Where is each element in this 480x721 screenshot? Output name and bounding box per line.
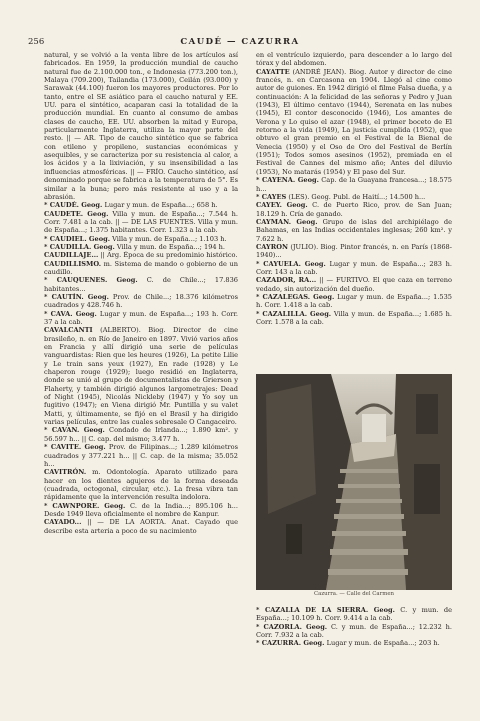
entry — [256, 243, 452, 260]
entry — [256, 260, 452, 277]
entry-text: Lugar y mun. de España...; 193 h. Corr. 37 a la cab. — [44, 309, 238, 326]
entry — [256, 201, 452, 218]
entry-text: Lugar y mun. de España...; 658 h. — [104, 201, 218, 210]
entry — [44, 243, 238, 251]
entry-text: Villa y mun. de España...; 1.103 h. — [112, 234, 227, 243]
entry — [44, 210, 238, 235]
entry — [256, 293, 452, 310]
entry-text: (LES). Geog. Publ. de Haití...; 14.500 h... — [288, 192, 426, 201]
entry-headword: CAYADO... — [44, 518, 82, 527]
entry-headword: CAVALCANTI — [44, 326, 93, 335]
entry-text: Prov. de Filipinas...; 1.289 kilómetros cuadrados y 377.221 h... || C. cap. de la misma; 35.052 h... — [44, 443, 238, 468]
entry-text: C. de la India...; 895.106 h... Desde 1949 lleva oficialmente el nombre de Kanpur. — [44, 501, 238, 518]
entry-headword: * CAVA. Geog. — [44, 309, 97, 318]
entry-text: (ALBERTO). Biog. Director de cine brasileño, n. en Río de Janeiro en 1897. Vivió varios años en Francia y allí dirigió una serie de películas vanguardistas: Rien que les heures (1926), La petite Lilie y Le train sans yeux (1927), En rade (1928) y Le chaperon rouge (1929); luego residió en Inglaterra, donde se unió al grupo de documentalistas de Grierson y Flaherty, y también dirigió algunos largometrajes: Dead of Night (1945), Nicolás Nickleby (1947) y Yo soy un fugitivo (1947); en Viena dirigió Mr. Puntilla y su valet Matti, y, últimamente, se fijó en el Brasil y ha dirigido varias películas, entre las cuales sobresale O Cangaceiro. — [44, 326, 238, 427]
entry — [44, 293, 238, 310]
entry — [44, 326, 238, 426]
entry — [256, 176, 452, 193]
entry-text: Grupo de islas del archipiélago de Bahamas, en las Indias occidentales inglesas; 260 km². y 7.622 h. — [256, 217, 452, 243]
entry-text: C. de Chile...; 17.836 habitantes... — [44, 276, 238, 293]
entry-headword: * CAVITE. Geog. — [44, 443, 106, 452]
entry-headword: * CAZALILLA. Geog. — [256, 309, 332, 318]
entry — [44, 518, 238, 535]
entry — [256, 193, 452, 201]
entry — [44, 51, 238, 201]
entry-text: en el ventrículo izquierdo, para descender a lo largo del tórax y del abdomen. — [256, 51, 452, 68]
page-number: 256 — [28, 37, 45, 47]
entry-text: || — FURTIVO. El que caza en terreno vedado, sin autorización del dueño. — [256, 276, 452, 293]
entry — [256, 218, 452, 243]
entry — [256, 623, 452, 640]
entry-text: (ANDRÉ JEAN). Biog. Autor y director de cine francés, n. en Carcasona en 1904. Llegó al cine como autor de guiones. En 1942 dirigió el filme Falsa dueña, y a continuación: A la felicidad de las señoras y Pedro y Juan (1943), El último centavo (1944), Serenata en las nubes (1945), El contor desconocido (1946), Los amantes de Verona y Lo quiso el azar (1948), el primer boceto de El retorno a la vida (1949), La justicia cumplida (1952), que obtuvo el gran premio en el Festival de la Bienal de Venecia (1950) y el Oso de Oro del Festival de Berlín (1951); Todos somos asesinos (1952), premiada en el Festival de Cannes del mismo año; Antes del diluvio (1953), No matarás (1954) y El paso del Sur. — [256, 67, 452, 176]
running-head: CAUDÉ — CAZURRA — [180, 37, 300, 47]
entry-headword: * CAYENA. Geog. — [256, 176, 319, 185]
entry — [44, 251, 238, 259]
entry — [256, 51, 452, 68]
entry-headword: CAYMAN. Geog. — [256, 217, 318, 226]
entry-text: m. Sistema de mando o gobierno de un caudillo. — [44, 259, 238, 276]
entry — [256, 276, 452, 293]
entry — [44, 201, 238, 209]
entry-headword: * CAZORLA. Geog. — [256, 622, 328, 631]
entry-text: Villa y mun. de España...; 194 h. — [116, 242, 226, 251]
entry-text: Cap. de la Guayana francesa...; 18.575 h... — [256, 176, 452, 193]
entry-text: C. y mun. de España...; 12.232 h. Corr. 7.932 a la cab. — [256, 622, 453, 640]
entry-headword: * CAWNPORE. Geog. — [44, 501, 126, 510]
entry — [44, 502, 238, 519]
entry-headword: * CAZURRA. Geog. — [256, 639, 325, 648]
entry-headword: * CAUDÉ. Geog. — [44, 201, 103, 210]
entry-text: Lugar y mun. de España...; 1.535 h. Corr. 1.418 a la cab. — [256, 292, 452, 310]
entry-headword: CAYEY. Geog. — [256, 201, 308, 210]
entry-headword: * CAYUELA. Geog. — [256, 259, 326, 268]
entry-headword: CAZADOR, RA... — [256, 276, 317, 285]
entry-headword: * CAYES — [256, 192, 287, 201]
entry-headword: CAVITRÓN. — [44, 468, 87, 477]
entry-text: C. y mun. de España...; 10.109 h. Corr. 9.414 a la cab. — [256, 606, 452, 623]
entry-headword: CAYRON — [256, 242, 288, 251]
photo-caption: Cazurra. — Calle del Carmen — [313, 591, 394, 597]
entry — [44, 276, 238, 293]
entry — [44, 468, 238, 501]
entry-headword: CAYATTE — [256, 67, 290, 76]
entry — [44, 260, 238, 277]
entry-headword: * CAUDILLA. Geog. — [44, 242, 115, 251]
entry — [256, 310, 452, 327]
entry-text: Villa y mun. de España...; 7.544 h. Corr. 7.481 a la cab. || — DE LAS FUENTES. Villa y mun. de España...; 1.375 habitantes. Corr. 1.323 a la cab. — [44, 209, 238, 235]
entry-text: || — DE LA AORTA. Anat. Cayado que describe esta arteria a poco de su nacimiento — [44, 518, 238, 535]
entry — [44, 426, 238, 443]
entry-text: natural, y se volvió a la venta libre de los artículos así fabricados. En 1959, la producción mundial de caucho natural fue de 2.100.000 ton., e Indonesia (773.200 ton.), Malaya (709.200), Tailandia (173.000), Ceilán (93.000) y Sarawak (44.100) fueron los mayores productores. Por lo tanto, entre el SE asiático para el caucho natural y EE. UU. para el sintético, acaparan casi la totalidad de la producción mundial. En cuanto al consumo de ambas clases de caucho, EE. UU. absorben la mitad y Europa, particularmente Inglaterra, utiliza la mayor parte del resto. || — AR. Tipo de caucho sintético que se fabrica con etileno y propileno, sustancias económicas y asequibles, y se caracteriza por su resistencia al calor, a los ácidos y a la lixiviación, y su insensibilidad a las influencias atmosféricas. || — FRÍO. Caucho sintético, así denominado porque se fabrica a la temperatura de 5°. Es similar a la buna; pero más resistente al uso y a la abrasión. — [44, 51, 238, 201]
entry-headword: * CAVAN. Geog. — [44, 426, 105, 435]
entry — [256, 68, 452, 176]
entry — [44, 310, 238, 327]
entry — [44, 443, 238, 468]
entry-headword: * CAZALEGAS. Geog. — [256, 292, 335, 301]
right-column — [256, 51, 452, 326]
entry-headword: * CAUTÍN. Geog. — [44, 292, 109, 301]
right-column-bottom — [256, 606, 452, 648]
entry-text: Lugar y mun. de España...; 203 h. — [326, 639, 440, 648]
entry-headword: CAUDETE. Geog. — [44, 209, 109, 218]
entry-text: Condado de Irlanda...; 1.890 km². y 56.597 h... || C. cap. del mismo; 3.477 h. — [44, 426, 238, 443]
entry-headword: * CAUDIEL. Geog. — [44, 234, 111, 243]
entry-text: C. de Puerto Rico, prov. de San Juan; 18.129 h. Cría de ganado. — [256, 201, 452, 218]
entry-headword: * CAZALLA DE LA SIERRA. Geog. — [256, 606, 395, 614]
page-header — [0, 37, 480, 51]
entry-text: Villa y mun. de España...; 1.685 h. Corr. 1.578 a la cab. — [256, 309, 452, 326]
photo-illustration — [256, 374, 452, 590]
entry-text: Prov. de Chile...; 18.376 kilómetros cuadrados y 428.746 h. — [44, 292, 238, 310]
entry — [44, 235, 238, 243]
entry-headword: CAUDILLISMO. — [44, 259, 101, 268]
entry-headword: CAUDILLAJE... — [44, 251, 99, 260]
entry-text: Lugar y mun. de España...; 283 h. Corr. 143 a la cab. — [256, 259, 452, 276]
left-column — [44, 51, 238, 535]
entry — [256, 606, 452, 623]
entry-text: m. Odontología. Aparato utilizado para hacer en los dientes agujeros de la forma deseada (cuadrada, octogonal, circular, etc.). La fresa vibra tan rápidamente que la intervención resulta indolora. — [44, 468, 238, 502]
entry-headword: * CAUQUENES. Geog. — [44, 276, 138, 285]
entry-text: || Arg. Época de su predominio histórico. — [100, 251, 238, 260]
street-photo — [256, 374, 452, 590]
entry-text: (JULIO). Biog. Pintor francés, n. en París (1868-1940)... — [256, 242, 452, 260]
entry — [256, 639, 452, 647]
